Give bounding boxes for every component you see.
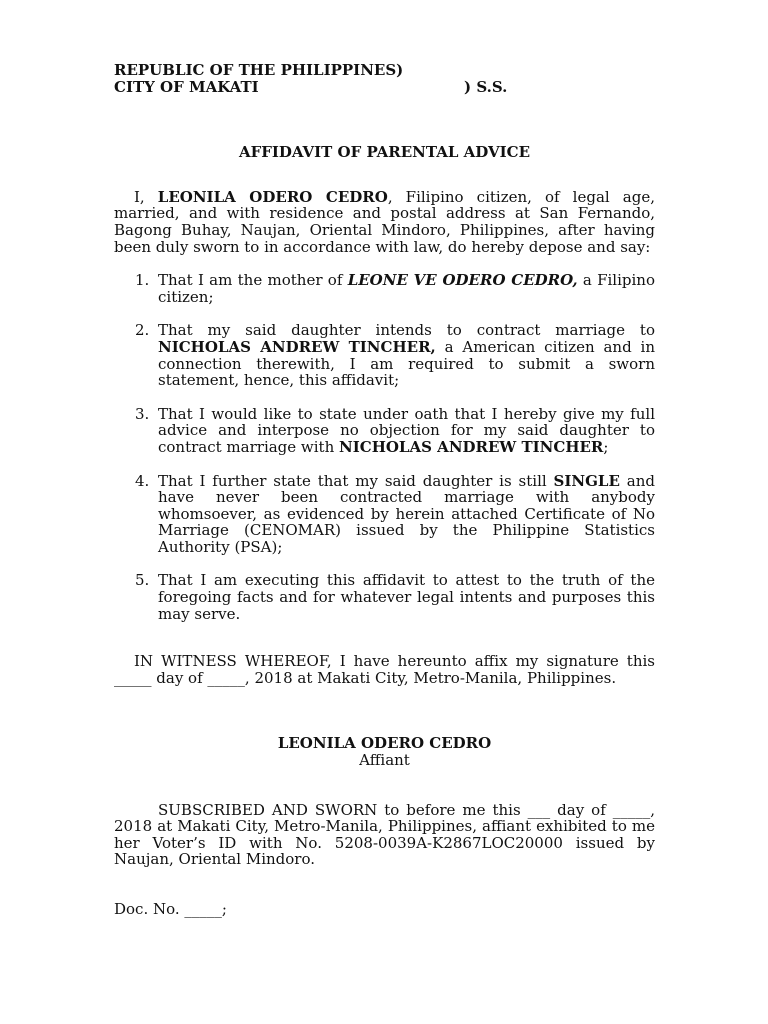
statement-number: 1. xyxy=(135,271,150,290)
statement-item-4 xyxy=(114,473,655,556)
header-republic-text: REPUBLIC OF THE PHILIPPINES) xyxy=(114,61,404,79)
header-city-text: CITY OF MAKATI xyxy=(114,77,259,96)
statement-item-1 xyxy=(114,272,655,305)
affidavit-document xyxy=(114,62,655,918)
statement-number: 5. xyxy=(135,571,150,590)
statement-text: That I am the mother of xyxy=(158,271,348,290)
fiance-name: NICHOLAS ANDREW TINCHER, xyxy=(158,337,436,356)
statement-item-2 xyxy=(114,322,655,388)
intro-prefix: I, xyxy=(134,187,158,206)
jurat-paragraph: SUBSCRIBED AND SWORN to before me this ___ day of _____, 2018 at Makati City, Metro-Manila, Philippines, affiant exhibited to me her Voter’s ID with No. 5208-0039A-K2867LOC20000 issued by Naujan, Oriental Mindoro. xyxy=(114,800,655,869)
statement-text: That I am executing this affidavit to attest to the truth of the foregoing facts and for whatever legal intents and purposes this may serve. xyxy=(158,571,655,623)
statement-text-end: a American citizen and in connection therewith, I am required to submit a sworn statement, hence, this affidavit; xyxy=(158,337,655,390)
statement-item-3 xyxy=(114,406,655,456)
statement-text: That I further state that my said daughter is still xyxy=(158,471,554,490)
header-republic xyxy=(114,62,655,79)
statement-text: That I would like to state under oath that I hereby give my full advice and interpose no objection for my said daughter to contract marriage with xyxy=(158,404,655,456)
affiant-name-signature: LEONILA ODERO CEDRO xyxy=(277,734,492,753)
affiant-role: Affiant xyxy=(359,751,410,770)
statement-number: 2. xyxy=(135,321,150,340)
statement-text-end: ; xyxy=(603,437,609,456)
civil-status: SINGLE xyxy=(553,471,620,490)
witness-paragraph: IN WITNESS WHEREOF, I have hereunto affix my signature this _____ day of _____, 2018 at Makati City, Metro-Manila, Philippines. xyxy=(114,652,655,687)
statement-item-5 xyxy=(114,572,655,622)
statement-number: 3. xyxy=(135,404,150,423)
affiant-name-intro: LEONILA ODERO CEDRO xyxy=(157,187,388,206)
header-ss-text: ) S.S. xyxy=(464,77,508,96)
statement-number: 4. xyxy=(135,471,150,490)
doc-number: Doc. No. _____; xyxy=(114,900,227,918)
signature-block xyxy=(114,735,655,768)
statement-text: That my said daughter intends to contract marriage to xyxy=(158,321,655,340)
statement-list xyxy=(114,272,655,622)
document-title: AFFIDAVIT OF PARENTAL ADVICE xyxy=(238,143,531,162)
statement-text-end: and have never been contracted marriage with anybody whomsoever, as evidenced by herein attached Certificate of No Marriage (CENOMAR) issued by the Philippine Statistics Authority (PSA); xyxy=(158,471,655,556)
daughter-name: LEONE VE ODERO CEDRO, xyxy=(347,271,578,290)
intro-paragraph xyxy=(114,189,655,255)
statement-text-end: a Filipino citizen; xyxy=(158,271,655,306)
intro-rest: , Filipino citizen, of legal age, married, and with residence and postal address at San Fernando, Bagong Buhay, Naujan, Oriental Mindoro, Philippines, after having been duly sworn to in accordance with law, do hereby depose and say: xyxy=(114,187,655,256)
header-block xyxy=(114,62,655,95)
fiance-name: NICHOLAS ANDREW TINCHER xyxy=(339,437,604,456)
header-city xyxy=(114,79,655,96)
